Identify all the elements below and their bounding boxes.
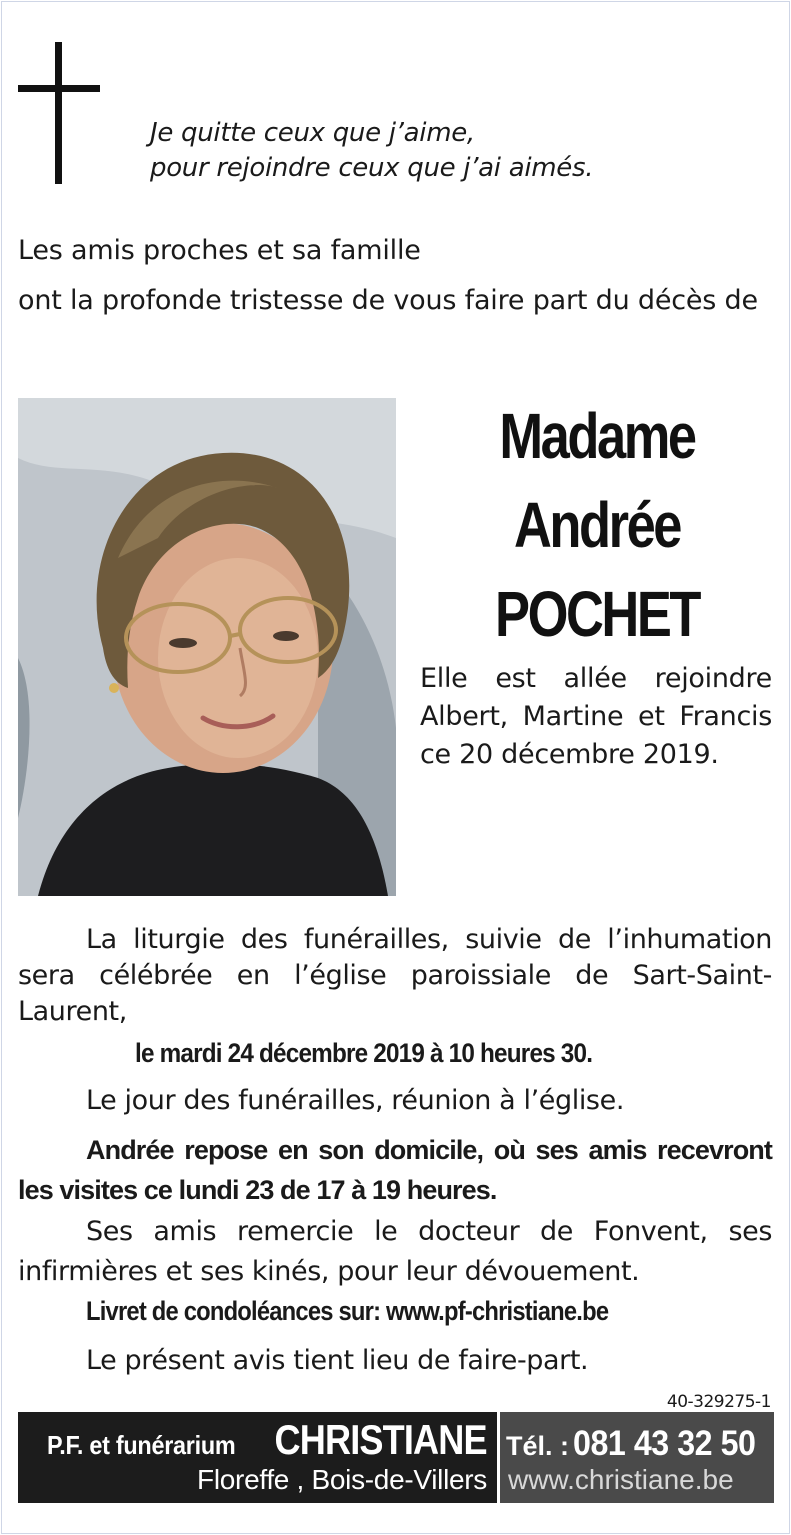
name-title: Madame bbox=[499, 400, 695, 472]
intro-line-2: ont la profonde tristesse de vous faire part du décès de bbox=[18, 285, 758, 316]
reunion-line: Le jour des funérailles, réunion à l’église. bbox=[86, 1085, 624, 1116]
phone-number[interactable]: 081 43 32 50 bbox=[573, 1424, 756, 1463]
funeral-home-brand: CHRISTIANE bbox=[274, 1416, 487, 1463]
website-link[interactable]: www.christiane.be bbox=[508, 1464, 734, 1495]
quote-line-1: Je quitte ceux que j’aime, bbox=[150, 118, 475, 148]
phone-label: Tél. : bbox=[506, 1431, 570, 1461]
name-last: POCHET bbox=[495, 578, 699, 650]
death-notice-text: Elle est allée rejoindre Albert, Martine et Francis ce 20 décembre 2019. bbox=[420, 663, 772, 770]
epitaph-quote bbox=[150, 116, 593, 186]
funeral-home-locations: Floreffe , Bois-de-Villers bbox=[197, 1464, 487, 1495]
funeral-home-prefix: P.F. et funérarium bbox=[47, 1430, 236, 1460]
funeral-home-name bbox=[26, 1416, 487, 1464]
visitation-paragraph: Andrée repose en son domicile, où ses amis recevront les visites ce lundi 23 de 17 à 19 heures. bbox=[18, 1135, 772, 1205]
funeral-date: le mardi 24 décembre 2019 à 10 heures 30. bbox=[135, 1038, 593, 1068]
condolences-link-line: Livret de condoléances sur: www.pf-christiane.be bbox=[86, 1296, 609, 1326]
liturgy-paragraph: La liturgie des funérailles, suivie de l’inhumation sera célébrée en l’église paroissiale de Sart-Saint-Laurent, bbox=[18, 924, 772, 1027]
phone-line bbox=[506, 1424, 772, 1464]
portrait-photo bbox=[18, 398, 396, 896]
quote-line-2: pour rejoindre ceux que j’ai aimés. bbox=[150, 153, 594, 183]
name-first: Andrée bbox=[513, 489, 681, 561]
deceased-name bbox=[445, 392, 748, 659]
reference-number: 40-329275-1 bbox=[666, 1392, 771, 1412]
funeral-home-banner bbox=[18, 1412, 497, 1503]
thanks-paragraph: Ses amis remercie le docteur de Fonvent, ses infirmières et ses kinés, pour leur dévouement. bbox=[18, 1216, 772, 1287]
intro-line-1: Les amis proches et sa famille bbox=[18, 235, 421, 266]
contact-banner bbox=[500, 1412, 774, 1503]
notice-line: Le présent avis tient lieu de faire-part. bbox=[86, 1345, 589, 1376]
